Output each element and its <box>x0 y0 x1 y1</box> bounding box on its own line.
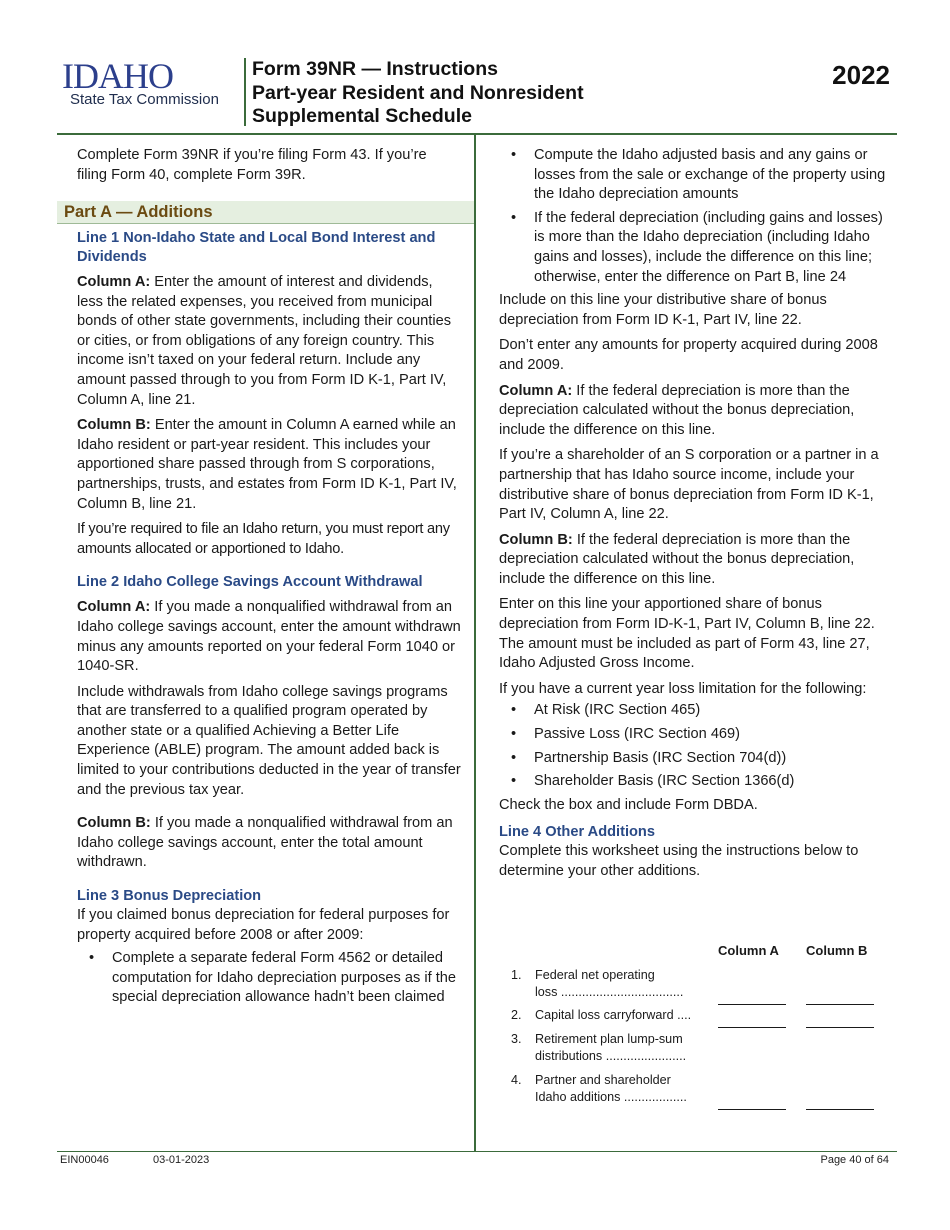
worksheet-row <box>511 967 711 1001</box>
column-a-header: Column A <box>718 943 779 958</box>
idaho-logo: IDAHO <box>62 56 173 96</box>
left-column <box>77 229 462 1012</box>
line2-column-a <box>77 598 462 676</box>
column-b-text: If you made a nonqualified withdrawal from an Idaho college savings account, enter the total amount withdrawn. <box>77 815 453 871</box>
row-label: Retirement plan lump-sum <box>535 1032 683 1046</box>
row-number: 2. <box>511 1008 522 1022</box>
line4-heading: Line 4 Other Additions <box>499 824 655 841</box>
row-label: distributions ....................... <box>535 1049 687 1063</box>
column-b-label: Column B: <box>77 417 151 434</box>
column-b-label: Column B: <box>77 815 151 832</box>
line4-intro: Complete this worksheet using the instructions below to determine your other additions. <box>499 843 859 879</box>
column-b-header: Column B <box>806 943 868 958</box>
column-b-entry-line[interactable] <box>806 1004 874 1005</box>
column-b-text: Enter the amount in Column A earned while an Idaho resident or part-year resident. This includes your apportioned share passed through from S corporations, partnerships, trusts, and estates from Form ID K-1, Part IV, Column B, line 21. <box>77 417 457 512</box>
list-item: • Complete a separate federal Form 4562 or detailed computation for Idaho depreciation purposes as if the special depreciation allowance hadn’t been claimed <box>77 949 462 1008</box>
list-item: • At Risk (IRC Section 465) <box>499 701 895 721</box>
list-item: • Partnership Basis (IRC Section 704(d)) <box>499 749 895 769</box>
page-number: Page 40 of 64 <box>820 1154 889 1166</box>
page-title <box>252 58 584 129</box>
list-item: • Shareholder Basis (IRC Section 1366(d) <box>499 772 895 792</box>
column-a-entry-line[interactable] <box>718 1109 786 1110</box>
row-label: Idaho additions .................. <box>535 1090 687 1104</box>
line3-paragraph-7: Check the box and include Form DBDA. <box>499 796 758 813</box>
column-a-entry-line[interactable] <box>718 1027 786 1028</box>
footer-rule <box>57 1151 897 1152</box>
part-a-bar <box>57 201 474 224</box>
worksheet-row <box>511 1007 711 1024</box>
column-a-text: Enter the amount of interest and dividends, less the related expenses, you received from municipal bonds of other state governments, including their counties or cities, or from obligations of any foreign country. This income isn’t taxed on your federal return. Include any amount passed through to you from Form ID K-1, Part IV, Column A, line 21. <box>77 274 451 408</box>
column-a-label: Column A: <box>77 599 151 616</box>
column-a-entry-line[interactable] <box>718 1004 786 1005</box>
column-divider <box>474 135 476 1152</box>
right-column <box>499 146 895 888</box>
list-item: • Compute the Idaho adjusted basis and any gains or losses from the sale or exchange of the property using the Idaho depreciation amounts <box>499 146 895 205</box>
row-number: 1. <box>511 968 522 982</box>
row-label: loss ................................... <box>535 985 684 999</box>
line3-paragraph-6: If you have a current year loss limitation for the following: <box>499 680 867 697</box>
list-item: • If the federal depreciation (including gains and losses) is more than the Idaho depreciation (including Idaho gains and losses), include the difference on this line; otherwise, enter the difference on Part B, line 24 <box>499 209 895 287</box>
worksheet-row <box>511 1031 711 1065</box>
logo-subtitle: State Tax Commission <box>70 91 219 108</box>
line3-column-a <box>499 382 895 441</box>
line3-paragraph-2: Include on this line your distributive share of bonus depreciation from Form ID K-1, Part IV, line 22. <box>499 292 827 328</box>
column-b-text: If the federal depreciation is more than the depreciation calculated without the bonus depreciation, include the difference on this line. <box>499 531 855 587</box>
column-b-entry-line[interactable] <box>806 1109 874 1110</box>
form-code: EIN00046 <box>60 1154 109 1166</box>
worksheet-row <box>511 1072 711 1106</box>
intro-text: Complete Form 39NR if you’re filing Form 43. If you’re filing Form 40, complete Form 39R. <box>77 147 427 183</box>
column-b-entry-line[interactable] <box>806 1027 874 1028</box>
column-a-text: If the federal depreciation is more than the depreciation calculated without the bonus depreciation, include the difference on this line. <box>499 382 855 438</box>
column-b-label: Column B: <box>499 531 573 548</box>
line2-paragraph: Include withdrawals from Idaho college savings programs that are transferred to a qualified program operated by another state or a qualified Achieving a Better Life Experience (ABLE) program. The amount added back is limited to your contributions deducted in the year of transfer and the previous tax year. <box>77 683 461 798</box>
line1-column-a <box>77 273 462 410</box>
line3-heading: Line 3 Bonus Depreciation <box>77 888 262 905</box>
column-a-text: If you made a nonqualified withdrawal from an Idaho college savings account, enter the amount withdrawn minus any amounts reported on your federal Form 1040 or 1040-SR. <box>77 599 461 675</box>
line2-heading: Line 2 Idaho College Savings Account Withdrawal <box>77 574 423 591</box>
line3-paragraph-3: Don’t enter any amounts for property acquired during 2008 and 2009. <box>499 337 878 373</box>
line1-heading: Line 1 Non-Idaho State and Local Bond Interest and Dividends <box>77 230 436 265</box>
line3-column-b <box>499 531 895 590</box>
title-line-3: Supplemental Schedule <box>252 105 472 127</box>
title-line-1: Form 39NR — Instructions <box>252 58 498 80</box>
line2-column-b <box>77 814 462 873</box>
column-a-label: Column A: <box>499 382 573 399</box>
line1-note: If you’re required to file an Idaho return, you must report any amounts allocated or apportioned to Idaho. <box>77 521 450 557</box>
row-label: Federal net operating <box>535 968 655 982</box>
revision-date: 03-01-2023 <box>153 1154 210 1166</box>
title-line-2: Part-year Resident and Nonresident <box>252 81 584 104</box>
line3-paragraph-4: If you’re a shareholder of an S corporation or a partner in a partnership that has Idaho source income, include your distributive share of bonus depreciation from Form ID K-1, Part IV, Column A, line 22. <box>499 447 879 523</box>
tax-year: 2022 <box>832 60 890 90</box>
row-number: 3. <box>511 1032 522 1046</box>
list-item: • Passive Loss (IRC Section 469) <box>499 725 895 745</box>
row-label: Partner and shareholder <box>535 1073 671 1087</box>
header-divider <box>244 58 246 126</box>
line3-intro: If you claimed bonus depreciation for federal purposes for property acquired before 2008 or after 2009: <box>77 907 450 943</box>
part-a-heading: Part A — Additions <box>64 203 213 221</box>
row-number: 4. <box>511 1073 522 1087</box>
line1-column-b <box>77 416 462 514</box>
column-a-label: Column A: <box>77 274 151 290</box>
line3-paragraph-5: Enter on this line your apportioned share of bonus depreciation from Form ID-K-1, Part IV, Column B, line 22. The amount must be included as part of Form 43, line 27, Idaho Adjusted Gross Income. <box>499 596 875 672</box>
row-label: Capital loss carryforward .... <box>535 1008 692 1022</box>
